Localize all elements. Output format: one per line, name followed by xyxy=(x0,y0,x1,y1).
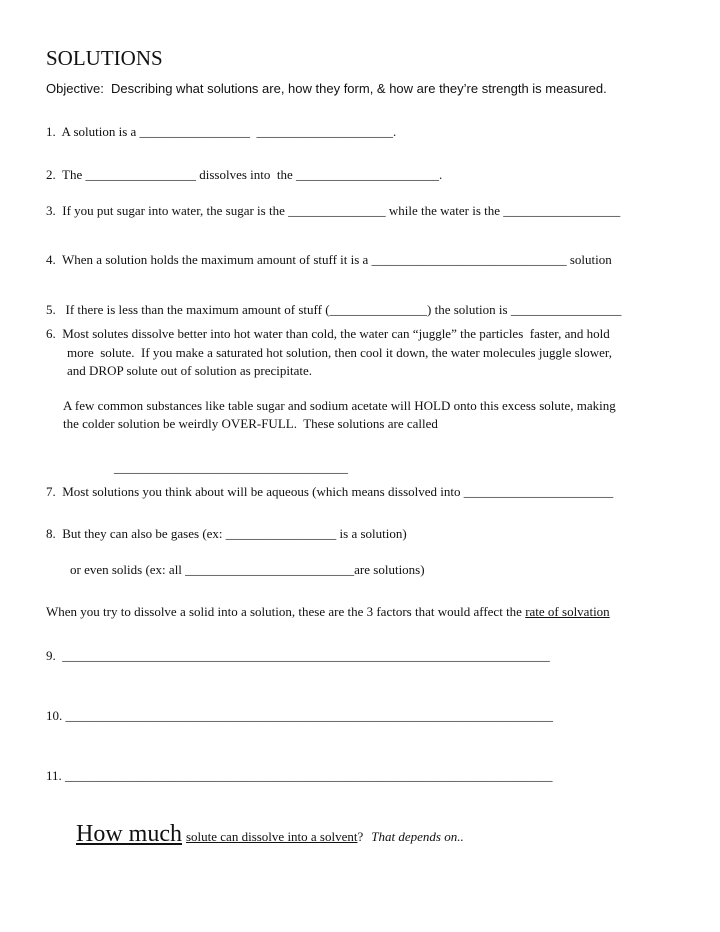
question-6-line-3: and DROP solute out of solution as precipitate. xyxy=(67,363,313,378)
question-5: 5. If there is less than the maximum amount of stuff (_______________) the solution is _________________ xyxy=(46,302,622,317)
rate-of-solvation-term: rate of solvation xyxy=(525,604,610,619)
question-6-answer-blank: ____________________________________ xyxy=(114,460,348,475)
question-8: 8. But they can also be gases (ex: _________________ is a solution) xyxy=(46,526,407,541)
page-title: SOLUTIONS xyxy=(46,46,163,70)
question-6-line-4: A few common substances like table sugar and sodium acetate will HOLD onto this excess solute, making xyxy=(63,398,616,413)
question-4: 4. When a solution holds the maximum amount of stuff it is a ______________________________ solution xyxy=(46,252,612,267)
question-6-line-2: more solute. If you make a saturated hot solution, then cool it down, the water molecules juggle slower, xyxy=(67,345,612,360)
question-1: 1. A solution is a _________________ _____________________. xyxy=(46,124,397,139)
question-6-line-5: the colder solution be weirdly OVER-FULL. These solutions are called xyxy=(63,416,438,431)
question-11: 11. ___________________________________________________________________________ xyxy=(46,768,553,783)
footer-italic-text: That depends on.. xyxy=(371,829,464,844)
question-6-line-1: 6. Most solutes dissolve better into hot water than cold, the water can “juggle” the particles faster, and hold xyxy=(46,326,610,341)
how-much-heading: How much xyxy=(76,821,182,847)
question-7: 7. Most solutions you think about will be aqueous (which means dissolved into _______________________ xyxy=(46,484,614,499)
footer-heading xyxy=(76,820,464,848)
question-3: 3. If you put sugar into water, the sugar is the _______________ while the water is the __________________ xyxy=(46,203,621,218)
factors-intro xyxy=(46,604,610,620)
question-2: 2. The _________________ dissolves into the ______________________. xyxy=(46,167,443,182)
footer-subtext: solute can dissolve into a solvent xyxy=(185,829,358,844)
question-9: 9. ___________________________________________________________________________ xyxy=(46,648,550,663)
factors-intro-text: When you try to dissolve a solid into a solution, these are the 3 factors that would affect the xyxy=(46,604,526,619)
objective-text: Objective: Describing what solutions are, how they form, & how are they’re strength is measured. xyxy=(46,81,607,96)
question-10: 10. ___________________________________________________________________________ xyxy=(46,708,553,723)
question-8-continued: or even solids (ex: all __________________________are solutions) xyxy=(70,562,425,577)
footer-question-mark: ? xyxy=(357,829,364,844)
